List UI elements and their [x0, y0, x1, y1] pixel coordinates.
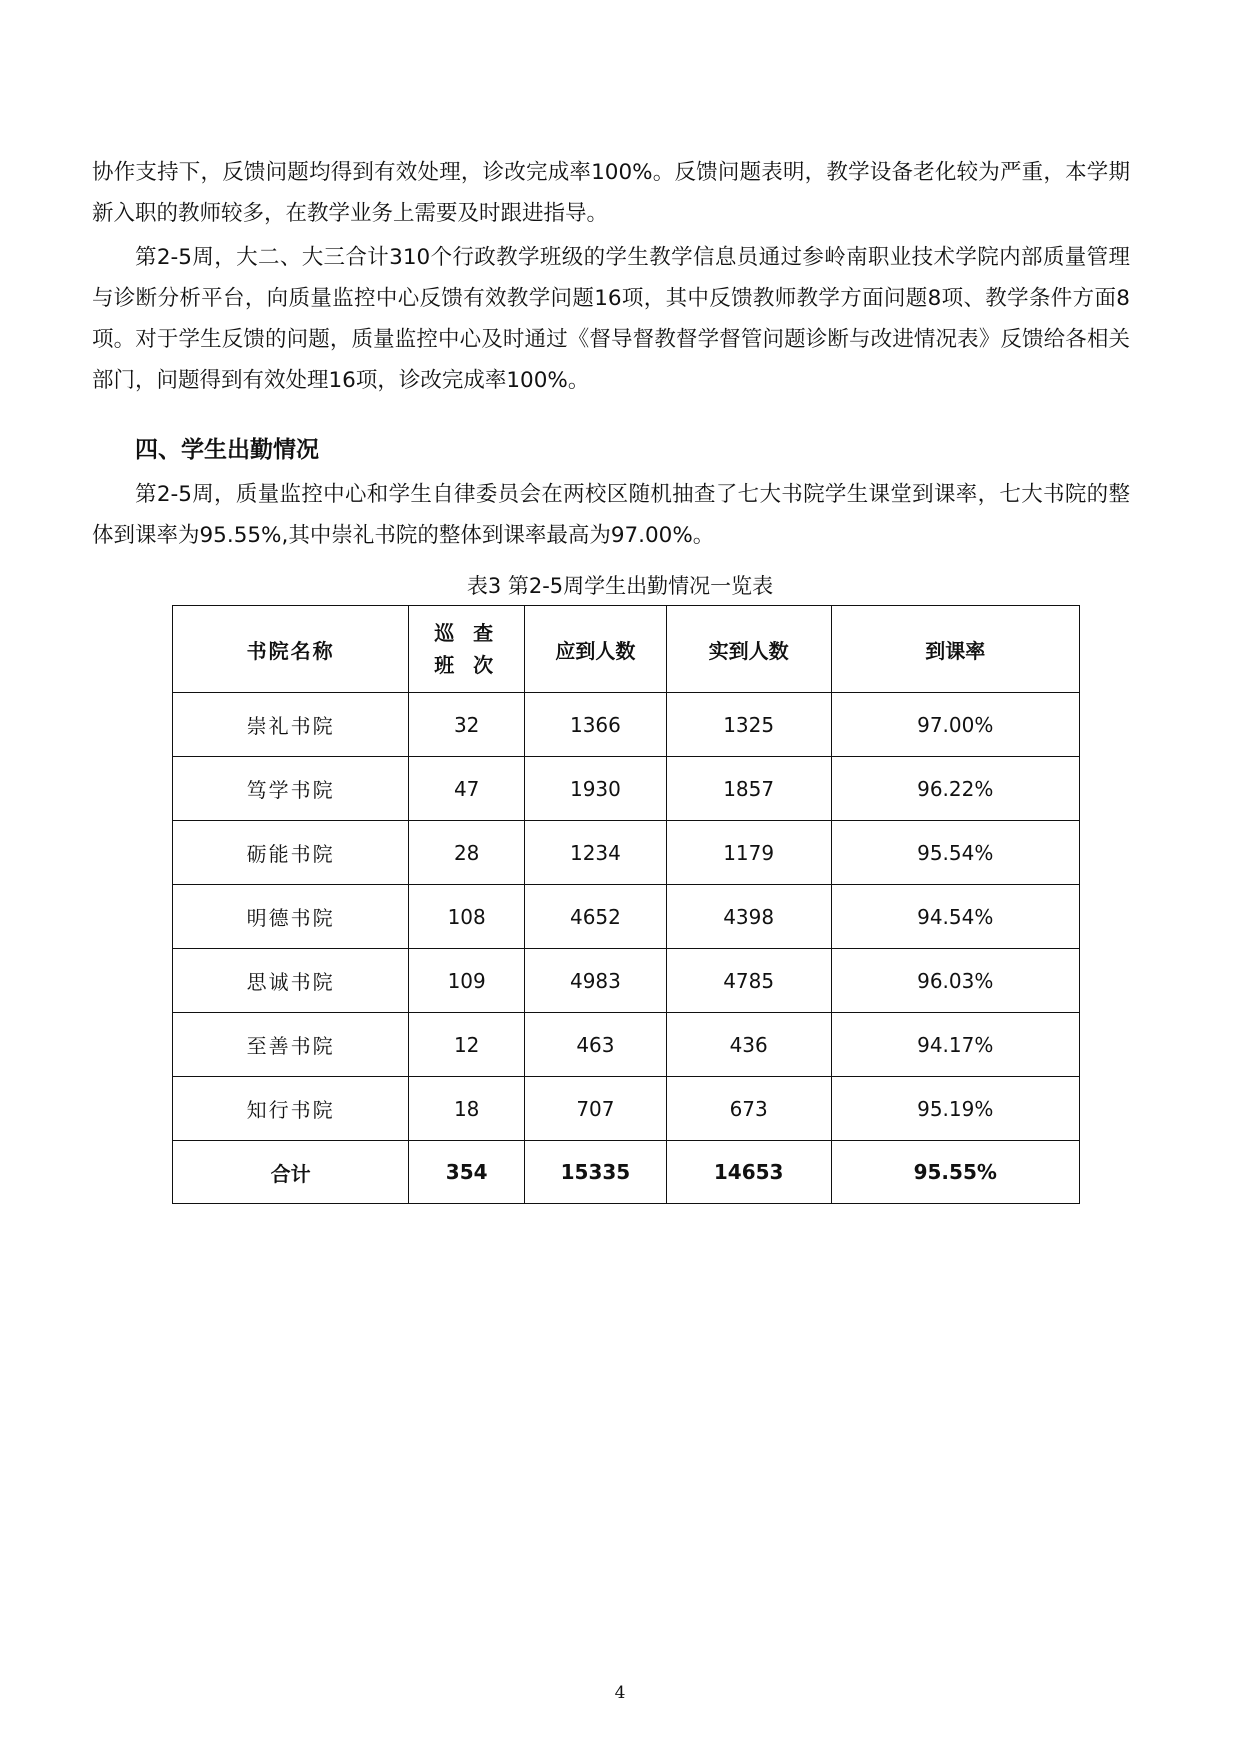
cell-expected: 707: [525, 1077, 667, 1141]
table-row: [173, 757, 1080, 821]
cell-rate: 95.54%: [831, 821, 1080, 885]
cell-expected: 463: [525, 1013, 667, 1077]
cell-classes: 32: [409, 693, 525, 757]
cell-name: 思诚书院: [173, 949, 409, 1013]
paragraph-student-feedback: 第2-5周，大二、大三合计310个行政教学班级的学生教学信息员通过参岭南职业技术学院内部质量管理与诊断分析平台，向质量监控中心反馈有效教学问题16项，其中反馈教师教学方面问题8项、教学条件方面8项。对于学生反馈的问题，质量监控中心及时通过《督导督教督学督管问题诊断与改进情况表》反馈给各相关部门，问题得到有效处理16项，诊改完成率100%。: [92, 245, 1130, 393]
cell-actual: 1325: [666, 693, 831, 757]
cell-name: 崇礼书院: [173, 693, 409, 757]
table-header-row: [173, 606, 1080, 693]
cell-actual: 673: [666, 1077, 831, 1141]
cell-expected: 1930: [525, 757, 667, 821]
table-row: [173, 1077, 1080, 1141]
cell-expected: 1366: [525, 693, 667, 757]
cell-classes: 18: [409, 1077, 525, 1141]
header-rate: 到课率: [831, 606, 1080, 693]
table-caption: 表3 第2-5周学生出勤情况一览表: [466, 574, 774, 598]
cell-actual: 1857: [666, 757, 831, 821]
cell-actual: 436: [666, 1013, 831, 1077]
cell-classes: 109: [409, 949, 525, 1013]
cell-rate: 94.17%: [831, 1013, 1080, 1077]
cell-expected: 1234: [525, 821, 667, 885]
table-row: [173, 949, 1080, 1013]
page-number: 4: [614, 1683, 626, 1703]
total-cell-name: 合计: [173, 1141, 409, 1204]
table-row: [173, 885, 1080, 949]
paragraph-attendance-summary: 第2-5周，质量监控中心和学生自律委员会在两校区随机抽查了七大书院学生课堂到课率，七大书院的整体到课率为95.55%,其中崇礼书院的整体到课率最高为97.00%。: [92, 482, 1130, 548]
cell-actual: 1179: [666, 821, 831, 885]
total-cell-actual: 14653: [666, 1141, 831, 1204]
total-cell-classes: 354: [409, 1141, 525, 1204]
header-patrol-classes-label: [434, 617, 499, 681]
cell-classes: 28: [409, 821, 525, 885]
table-row: [173, 693, 1080, 757]
header-expected: 应到人数: [525, 606, 667, 693]
cell-name: 至善书院: [173, 1013, 409, 1077]
cell-expected: 4652: [525, 885, 667, 949]
total-cell-rate: 95.55%: [831, 1141, 1080, 1204]
header-college-name-label: 书院名称: [246, 638, 335, 663]
cell-rate: 94.54%: [831, 885, 1080, 949]
cell-classes: 12: [409, 1013, 525, 1077]
header-college-name: [173, 606, 409, 693]
header-patrol-line2: 班 次: [434, 653, 500, 677]
cell-actual: 4785: [666, 949, 831, 1013]
header-actual: 实到人数: [666, 606, 831, 693]
cell-rate: 95.19%: [831, 1077, 1080, 1141]
cell-expected: 4983: [525, 949, 667, 1013]
cell-rate: 96.03%: [831, 949, 1080, 1013]
cell-classes: 108: [409, 885, 525, 949]
cell-name: 笃学书院: [173, 757, 409, 821]
cell-name: 知行书院: [173, 1077, 409, 1141]
table-row: [173, 821, 1080, 885]
total-cell-expected: 15335: [525, 1141, 667, 1204]
cell-name: 明德书院: [173, 885, 409, 949]
cell-classes: 47: [409, 757, 525, 821]
table-total-row: [173, 1141, 1080, 1204]
header-patrol-classes: [409, 606, 525, 693]
cell-actual: 4398: [666, 885, 831, 949]
table-row: [173, 1013, 1080, 1077]
section-heading-attendance: 四、学生出勤情况: [135, 437, 319, 463]
header-patrol-line1: 巡 查: [434, 621, 500, 645]
attendance-table: [172, 605, 1080, 1204]
cell-rate: 97.00%: [831, 693, 1080, 757]
cell-name: 砺能书院: [173, 821, 409, 885]
paragraph-feedback-summary: 协作支持下，反馈问题均得到有效处理，诊改完成率100%。反馈问题表明，教学设备老化较为严重，本学期新入职的教师较多，在教学业务上需要及时跟进指导。: [92, 160, 1130, 226]
table-body: [173, 693, 1080, 1204]
cell-rate: 96.22%: [831, 757, 1080, 821]
